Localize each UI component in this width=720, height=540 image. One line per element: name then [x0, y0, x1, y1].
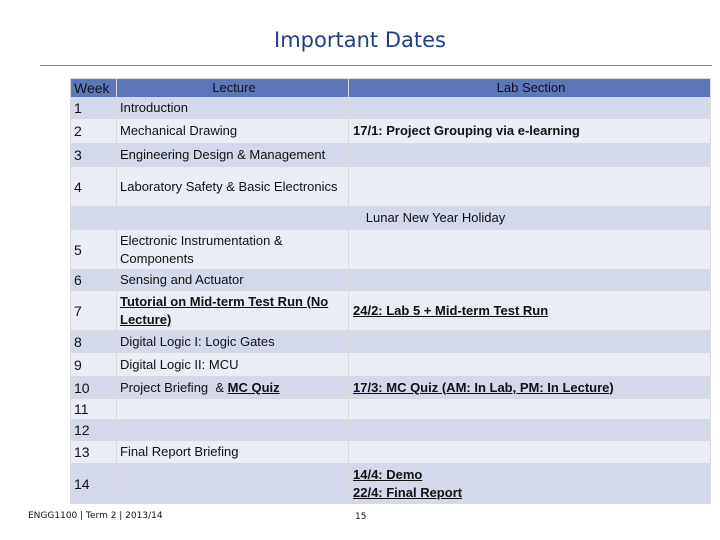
table-row	[71, 377, 711, 399]
week-cell: 1	[71, 98, 117, 119]
week-cell: 2	[71, 119, 117, 144]
table-row	[71, 420, 711, 441]
lecture-text: Project Briefing &	[120, 379, 228, 395]
footer-text: ENGG1100 | Term 2 | 2013/14	[28, 511, 163, 521]
table-row	[71, 441, 711, 464]
table-row	[71, 119, 711, 144]
week-cell: 13	[71, 441, 117, 464]
lab-cell	[349, 464, 711, 504]
lab-cell	[349, 144, 711, 167]
lab-cell	[349, 331, 711, 353]
schedule-table	[70, 78, 711, 504]
lecture-cell	[117, 377, 349, 399]
lab-cell	[349, 353, 711, 377]
week-cell: 5	[71, 230, 117, 270]
week-cell: 4	[71, 167, 117, 207]
lab-cell	[349, 291, 711, 331]
lab-cell	[349, 167, 711, 207]
lecture-cell: Introduction	[117, 98, 349, 119]
table-row	[71, 399, 711, 420]
holiday-cell: Lunar New Year Holiday	[71, 207, 711, 230]
table-row	[71, 230, 711, 270]
lecture-cell: Sensing and Actuator	[117, 270, 349, 291]
title-divider	[40, 65, 712, 66]
lab-cell	[349, 230, 711, 270]
week-cell: 3	[71, 144, 117, 167]
slide-title: Important Dates	[274, 28, 446, 52]
lecture-cell: Final Report Briefing	[117, 441, 349, 464]
lecture-cell	[117, 399, 349, 420]
lab-event-text: 17/1: Project Grouping via e-learning	[353, 123, 580, 138]
lecture-cell: Digital Logic II: MCU	[117, 353, 349, 377]
lab-cell	[349, 399, 711, 420]
lab-cell	[349, 377, 711, 399]
header-week: Week	[71, 79, 117, 98]
header-lecture: Lecture	[117, 79, 349, 98]
lab-cell	[349, 270, 711, 291]
table-row	[71, 98, 711, 119]
lecture-cell: Mechanical Drawing	[117, 119, 349, 144]
table-header-row	[71, 79, 711, 98]
page-number: 15	[355, 512, 367, 522]
lab-event-text: 24/2: Lab 5 + Mid-term Test Run	[353, 302, 549, 318]
lecture-cell: Electronic Instrumentation & Components	[117, 230, 349, 270]
lab-event-text: 22/4: Final Report	[353, 484, 463, 500]
lecture-cell: Laboratory Safety & Basic Electronics	[117, 167, 349, 207]
lab-cell	[349, 441, 711, 464]
table-row	[71, 353, 711, 377]
week-cell: 14	[71, 464, 117, 504]
week-cell: 10	[71, 377, 117, 399]
header-lab: Lab Section	[349, 79, 711, 98]
week-cell: 7	[71, 291, 117, 331]
week-cell: 6	[71, 270, 117, 291]
table-row	[71, 270, 711, 291]
lecture-cell: Engineering Design & Management	[117, 144, 349, 167]
lab-cell	[349, 119, 711, 144]
table-row	[71, 167, 711, 207]
lab-event-text: 17/3: MC Quiz (AM: In Lab, PM: In Lecture)	[353, 379, 614, 395]
table-row	[71, 331, 711, 353]
week-cell: 11	[71, 399, 117, 420]
table-row	[71, 464, 711, 504]
quiz-emphasis-text: MC Quiz	[227, 379, 280, 395]
lecture-cell	[117, 420, 349, 441]
holiday-row	[71, 207, 711, 230]
lecture-cell	[117, 291, 349, 331]
lab-cell	[349, 98, 711, 119]
lab-event-text: 14/4: Demo	[353, 466, 423, 482]
table-row	[71, 291, 711, 331]
week-cell: 9	[71, 353, 117, 377]
lecture-cell: Digital Logic I: Logic Gates	[117, 331, 349, 353]
lecture-cell	[117, 464, 349, 504]
lab-cell	[349, 420, 711, 441]
lecture-emphasis-text: Tutorial on Mid-term Test Run (No Lecture)	[120, 293, 329, 327]
table-row	[71, 144, 711, 167]
week-cell: 12	[71, 420, 117, 441]
week-cell: 8	[71, 331, 117, 353]
